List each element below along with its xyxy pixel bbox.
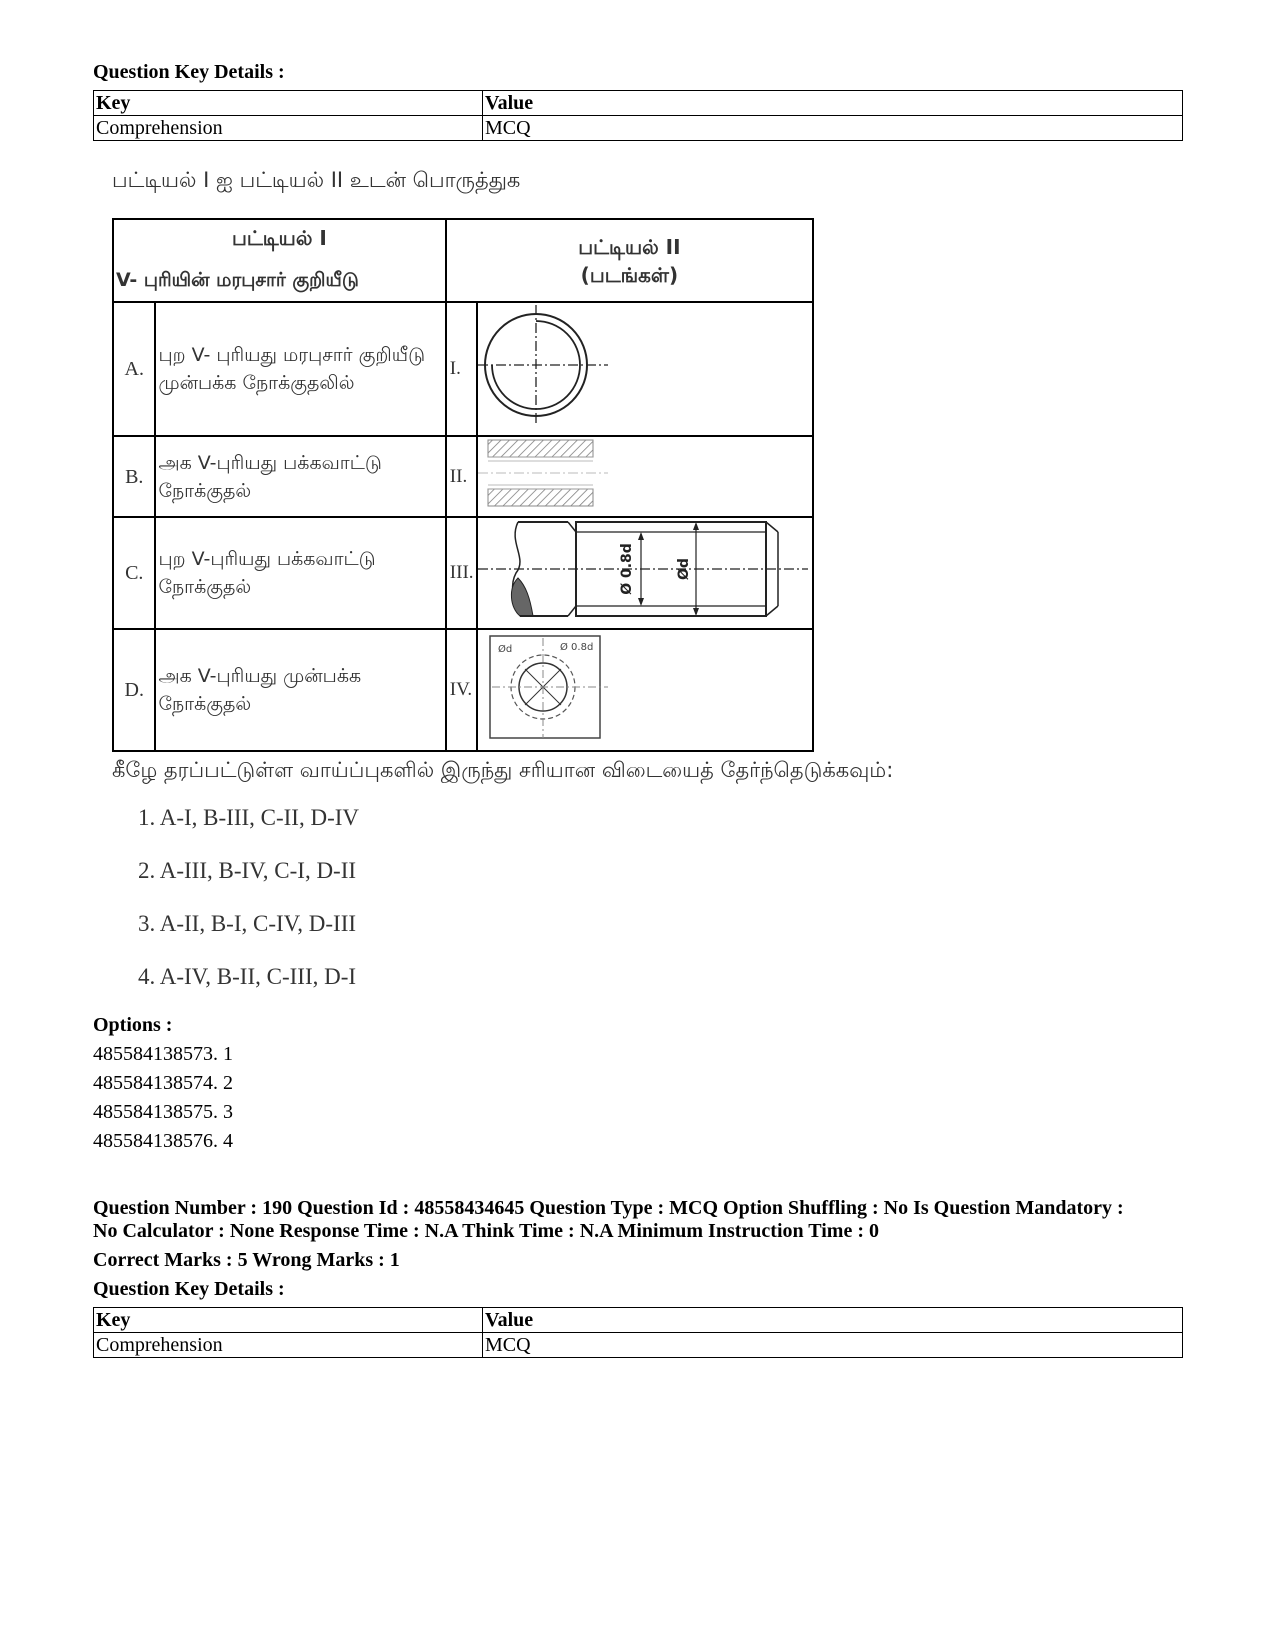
table-cell-value: MCQ: [483, 116, 1183, 141]
table-header-value: Value: [483, 1308, 1183, 1333]
list1-subheader: V- புரியின் மரபுசார் குறியீடு: [116, 269, 359, 291]
row-text: அக V-புரியது முன்பக்க நோக்குதல்: [155, 629, 445, 751]
question-instruction: பட்டியல் I ஐ பட்டியல் II உடன் பொருத்துக: [112, 168, 521, 192]
match-row-a: [113, 302, 813, 436]
options-heading: Options :: [93, 1014, 173, 1036]
key-details-heading: Question Key Details :: [93, 61, 285, 83]
option-item: 485584138575. 3: [93, 1101, 233, 1123]
question-meta-line2: No Calculator : None Response Time : N.A Think Time : N.A Minimum Instruction Time : 0: [93, 1220, 879, 1242]
table-cell-key: Comprehension: [94, 116, 483, 141]
row-roman: II.: [446, 436, 477, 517]
small-d-label: Ød: [498, 644, 513, 655]
marks-line: Correct Marks : 5 Wrong Marks : 1: [93, 1249, 400, 1271]
figure-iii-svg: [478, 518, 808, 620]
list2-header-cell: [446, 219, 813, 302]
choice-3: 3. A-II, B-I, C-IV, D-III: [138, 911, 357, 936]
match-row-c: [113, 517, 813, 629]
table-header-row: [94, 91, 1183, 116]
option-item: 485584138573. 1: [93, 1043, 233, 1065]
row-label: D.: [113, 629, 155, 751]
dia-08d-label: Ø 0.8d: [619, 543, 636, 595]
option-item: 485584138576. 4: [93, 1130, 233, 1152]
small-08d-label: Ø 0.8d: [560, 642, 594, 653]
table-row: [94, 116, 1183, 141]
list1-header: பட்டியல் I: [231, 226, 327, 250]
choice-2: 2. A-III, B-IV, C-I, D-II: [138, 858, 357, 883]
figure-external-thread-side: [477, 517, 813, 629]
table-header-key: Key: [94, 1308, 483, 1333]
match-row-b: [113, 436, 813, 517]
key-details-heading-2: Question Key Details :: [93, 1278, 285, 1300]
table-row: [94, 1333, 1183, 1358]
row-label: A.: [113, 302, 155, 436]
row-text: புற V- புரியது மரபுசார் குறியீடு முன்பக்க நோக்குதலில்: [155, 302, 445, 436]
table-header-row: [94, 1308, 1183, 1333]
figure-internal-thread-front: [477, 629, 813, 751]
table-header-key: Key: [94, 91, 483, 116]
key-details-table-2: [93, 1307, 1183, 1358]
list1-header-cell: [113, 219, 446, 302]
figure-ii-svg: [478, 437, 808, 508]
choice-4: 4. A-IV, B-II, C-III, D-I: [138, 964, 357, 989]
choice-1: 1. A-I, B-III, C-II, D-IV: [138, 805, 359, 830]
figure-internal-thread-side: [477, 436, 813, 517]
list2-header: பட்டியல் II: [578, 234, 681, 259]
question-meta-line1: Question Number : 190 Question Id : 48558434645 Question Type : MCQ Option Shuffling : No Is Question Mandatory :: [93, 1197, 1124, 1219]
figure-iv-svg: [478, 630, 808, 742]
match-header-row: [113, 219, 813, 302]
row-roman: IV.: [446, 629, 477, 751]
row-roman: III.: [446, 517, 477, 629]
table-cell-key: Comprehension: [94, 1333, 483, 1358]
match-table: [112, 218, 814, 752]
dia-d-label: Ød: [676, 558, 693, 580]
row-label: C.: [113, 517, 155, 629]
question-prompt: கீழே தரப்பட்டுள்ள வாய்ப்புகளில் இருந்து சரியான விடையைத் தேர்ந்தெடுக்கவும்:: [112, 758, 894, 782]
row-roman: I.: [446, 302, 477, 436]
key-details-table: [93, 90, 1183, 141]
table-header-value: Value: [483, 91, 1183, 116]
option-item: 485584138574. 2: [93, 1072, 233, 1094]
list2-subheader: (படங்கள்): [580, 262, 679, 287]
table-cell-value: MCQ: [483, 1333, 1183, 1358]
match-row-d: [113, 629, 813, 751]
figure-i-svg: [478, 303, 808, 427]
row-label: B.: [113, 436, 155, 517]
row-text: புற V-புரியது பக்கவாட்டு நோக்குதல்: [155, 517, 445, 629]
figure-external-thread-front: [477, 302, 813, 436]
row-text: அக V-புரியது பக்கவாட்டு நோக்குதல்: [155, 436, 445, 517]
